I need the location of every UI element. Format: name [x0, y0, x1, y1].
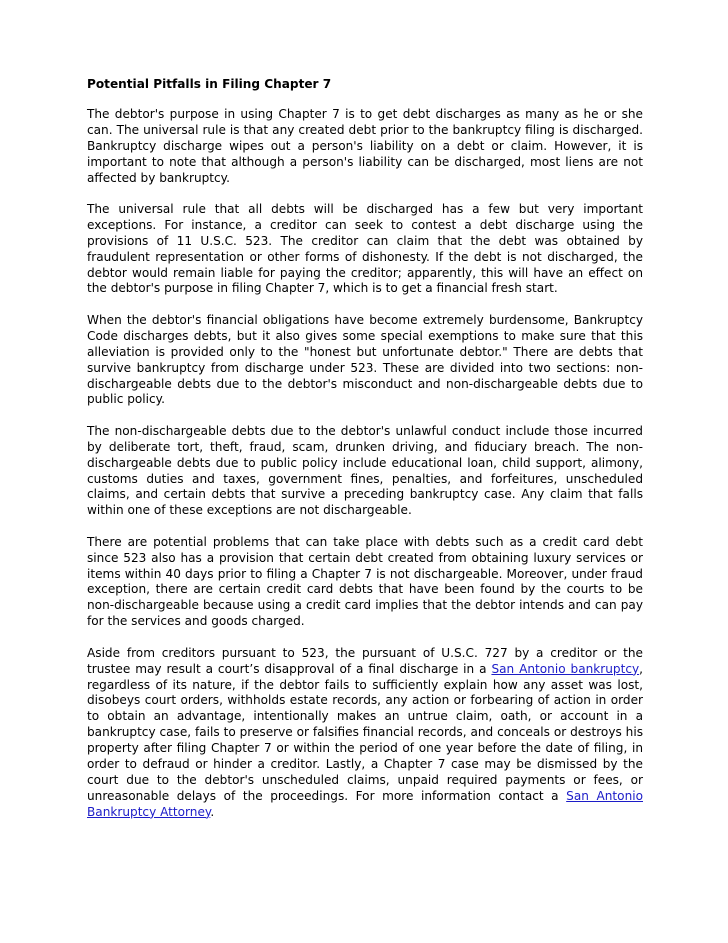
san-antonio-bankruptcy-attorney-link[interactable]: San Antonio Bankruptcy Attorney — [87, 788, 643, 819]
paragraph-2: The universal rule that all debts will be discharged has a few but very important exceptions. For instance, a creditor can seek to contest a debt discharge using the provisions of 11 U.S.C. 523. The creditor can claim that the debt was obtained by fraudulent representation or other forms of dishonesty. If the debt is not discharged, the debtor would remain liable for paying the creditor; apparently, this will have an effect on the debtor's purpose in filing Chapter 7, which is to get a financial fresh start. — [87, 201, 643, 296]
paragraph-6-text-1: Aside from creditors pursuant to 523, the pursuant of U.S.C. 727 by a creditor or the trustee may result a court’s disapproval of a final discharge in a — [87, 645, 643, 676]
paragraph-6 — [87, 646, 643, 821]
paragraph-3: When the debtor's financial obligations have become extremely burdensome, Bankruptcy Code discharges debts, but it also gives some special exemptions to make sure that this alleviation is provided only to the "honest but unfortunate debtor." There are debts that survive bankruptcy from discharge under 523. These are divided into two sections: non-dischargeable debts due to the debtor's misconduct and non-dischargeable debts due to public policy. — [87, 312, 643, 407]
paragraph-6-text-3: . — [210, 804, 215, 819]
paragraph-4: The non-dischargeable debts due to the debtor's unlawful conduct include those incurred by deliberate tort, theft, fraud, scam, drunken driving, and fiduciary breach. The non-dischargeable debts due to public policy include educational loan, child support, alimony, customs duties and taxes, government fines, penalties, and forfeitures, unscheduled claims, and certain debts that survive a preceding bankruptcy case. Any claim that falls within one of these exceptions are not dischargeable. — [87, 423, 643, 518]
paragraph-1: The debtor's purpose in using Chapter 7 is to get debt discharges as many as he or she can. The universal rule is that any created debt prior to the bankruptcy filing is discharged. Bankruptcy discharge wipes out a person's liability on a debt or claim. However, it is important to note that although a person's liability can be discharged, most liens are not affected by bankruptcy. — [87, 106, 643, 185]
paragraph-5: There are potential problems that can take place with debts such as a credit card debt since 523 also has a provision that certain debt created from obtaining luxury services or items within 40 days prior to filing a Chapter 7 is not dischargeable. Moreover, under fraud exception, there are certain credit card debts that have been found by the courts to be non-dischargeable because using a credit card implies that the debtor intends and can pay for the services and goods charged. — [87, 534, 643, 629]
document-page — [87, 77, 643, 836]
document-title: Potential Pitfalls in Filing Chapter 7 — [87, 77, 332, 91]
san-antonio-bankruptcy-link[interactable]: San Antonio bankruptcy — [491, 661, 640, 676]
paragraph-6-text-2: , regardless of its nature, if the debtor fails to sufficiently explain how any asset was lost, disobeys court orders, withholds estate records, any action or forbearing of action in order to obtain an advantage, intentionally makes an untrue claim, oath, or account in a bankruptcy case, fails to preserve or falsifies financial records, and conceals or destroys his property after filing Chapter 7 or within the period of one year before the date of filing, in order to defraud or hinder a creditor. Lastly, a Chapter 7 case may be dismissed by the court due to the debtor's unscheduled claims, unpaid required payments or fees, or unreasonable delays of the proceedings. For more information contact a — [87, 661, 643, 803]
